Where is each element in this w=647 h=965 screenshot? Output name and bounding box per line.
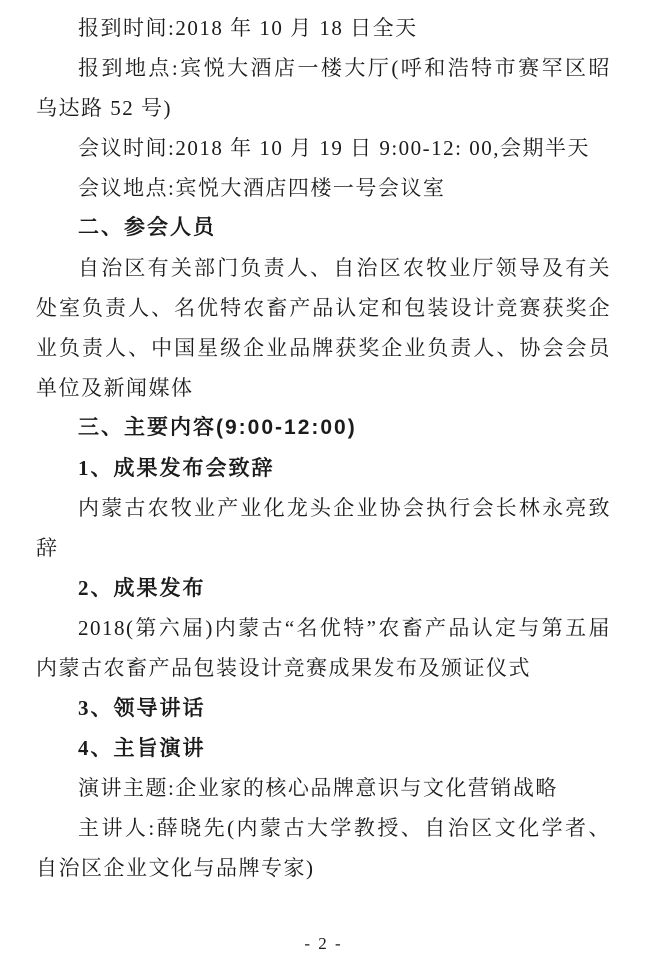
- heading-section-3-main-content: 三、主要内容(9:00-12:00): [78, 416, 357, 439]
- para-meeting-time: 会议时间:2018 年 10 月 19 日 9:00-12: 00,会期半天: [78, 136, 590, 160]
- para-keynote-topic: 演讲主题:企业家的核心品牌意识与文化营销战略: [78, 776, 558, 800]
- para-attendees-list: 自治区有关部门负责人、自治区农牧业厅领导及有关处室负责人、名优特农畜产品认定和包装设计竞赛获奖企业负责人、中国星级企业品牌获奖企业负责人、协会会员单位及新闻媒体: [36, 256, 611, 400]
- para-opening-speech-speaker: 内蒙古农牧业产业化龙头企业协会执行会长林永亮致辞: [36, 496, 611, 560]
- para-checkin-location: 报到地点:宾悦大酒店一楼大厅(呼和浩特市赛罕区昭乌达路 52 号): [36, 56, 611, 120]
- heading-item-2-results-release: 2、成果发布: [78, 576, 206, 600]
- document-content: [36, 8, 611, 888]
- heading-section-2-attendees: 二、参会人员: [78, 216, 216, 239]
- heading-item-1-opening-speech: 1、成果发布会致辞: [78, 456, 275, 480]
- para-keynote-speaker: 主讲人:薛晓先(内蒙古大学教授、自治区文化学者、自治区企业文化与品牌专家): [36, 816, 611, 880]
- page-number: - 2 -: [304, 934, 343, 953]
- heading-item-3-leader-remarks: 3、领导讲话: [78, 696, 206, 720]
- para-results-release-detail: 2018(第六届)内蒙古“名优特”农畜产品认定与第五届内蒙古农畜产品包装设计竞赛成果发布及颁证仪式: [36, 616, 611, 680]
- heading-item-4-keynote: 4、主旨演讲: [78, 736, 206, 760]
- para-checkin-time: 报到时间:2018 年 10 月 18 日全天: [78, 16, 418, 40]
- para-meeting-location: 会议地点:宾悦大酒店四楼一号会议室: [78, 176, 446, 200]
